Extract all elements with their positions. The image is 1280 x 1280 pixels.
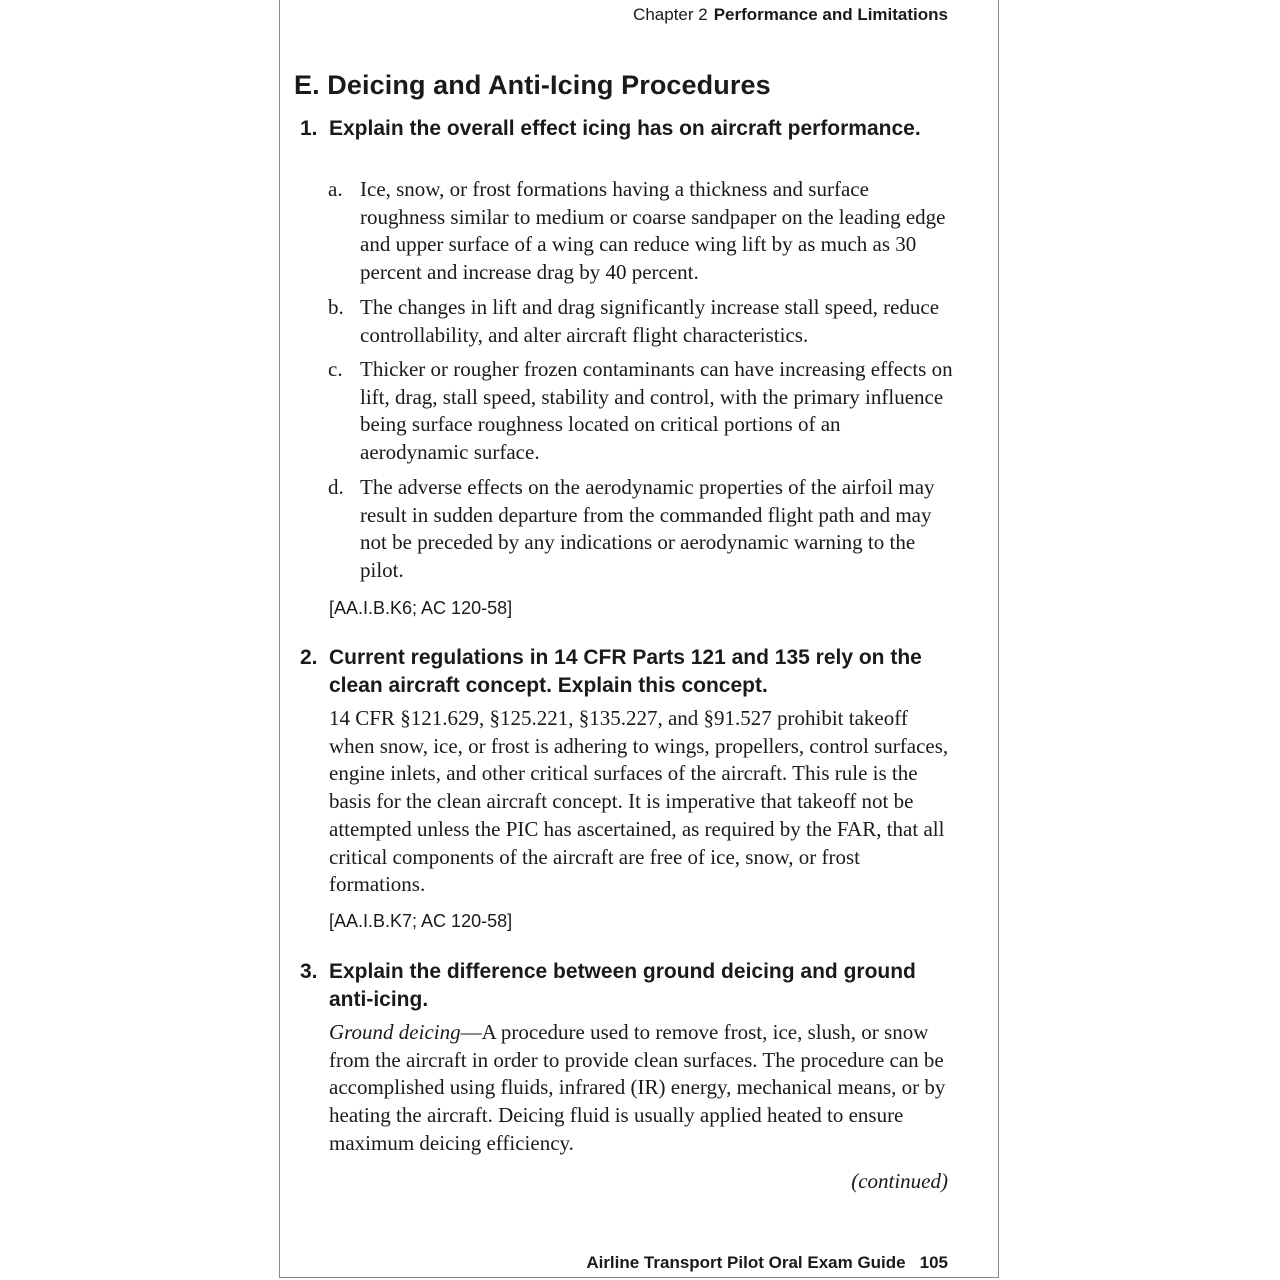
question-number: 1. [300, 117, 318, 140]
answer-item-a [328, 176, 953, 287]
reference: [AA.I.B.K7; AC 120-58] [329, 911, 513, 931]
item-letter: b. [328, 295, 344, 319]
book-title: Airline Transport Pilot Oral Exam Guide [586, 1253, 906, 1272]
question-text: Explain the overall effect icing has on aircraft performance. [329, 117, 921, 140]
running-head [633, 5, 948, 25]
answer-item-b [328, 294, 953, 349]
item-letter: c. [328, 357, 343, 381]
answer-item-c [328, 356, 953, 467]
question-number: 2. [300, 646, 318, 669]
item-letter: a. [328, 177, 343, 201]
item-text: The changes in lift and drag significantly increase stall speed, reduce controllability, and alter aircraft flight characteristics. [360, 295, 940, 347]
chapter-number: Chapter 2 [633, 5, 708, 24]
question-number: 3. [300, 960, 318, 983]
item-text: The adverse effects on the aerodynamic properties of the airfoil may result in sudden departure from the commanded flight path and may not be preceded by any indications or aerodynamic warning to the pilot. [360, 475, 935, 583]
book-page [279, 0, 999, 1278]
question-2 [300, 644, 960, 700]
answer-paragraph: 14 CFR §121.629, §125.221, §135.227, and §91.527 prohibit takeoff when snow, ice, or frost is adhering to wings, propellers, control surfaces, engine inlets, and other critical surfaces of the aircraft. This rule is the basis for the clean aircraft concept. It is imperative that takeoff not be attempted unless the PIC has ascertained, as required by the FAR, that all critical components of the aircraft are free of ice, snow, or frost formations. [329, 706, 949, 897]
definition-text: —A procedure used to remove frost, ice, slush, or snow from the aircraft in order to provide clean surfaces. The procedure can be accomplished using fluids, infrared (IR) energy, mechanical means, or by heating the aircraft. Deicing fluid is usually applied heated to ensure maximum deicing efficiency. [329, 1020, 946, 1155]
chapter-title: Performance and Limitations [713, 5, 948, 24]
page-footer [586, 1253, 948, 1273]
item-letter: d. [328, 475, 344, 499]
question-text: Explain the difference between ground deicing and ground anti-icing. [329, 960, 916, 1011]
question-1 [300, 115, 960, 143]
reference: [AA.I.B.K6; AC 120-58] [329, 598, 513, 618]
page-number: 105 [919, 1253, 948, 1272]
section-title: E. Deicing and Anti-Icing Procedures [294, 70, 771, 100]
defined-term: Ground deicing [329, 1020, 461, 1044]
answer-item-d [328, 474, 953, 585]
item-text: Ice, snow, or frost formations having a thickness and surface roughness similar to medium or coarse sandpaper on the leading edge and upper surface of a wing can reduce wing lift by as much as 30 percent and increase drag by 40 percent. [360, 177, 946, 285]
question-text: Current regulations in 14 CFR Parts 121 and 135 rely on the clean aircraft concept. Explain this concept. [329, 646, 922, 697]
item-text: Thicker or rougher frozen contaminants can have increasing effects on lift, drag, stall speed, stability and control, with the primary influence being surface roughness located on critical portions of an aerodynamic surface. [360, 357, 953, 465]
question-3 [300, 958, 960, 1014]
continued-note: (continued) [851, 1169, 948, 1193]
answer-paragraph [329, 1019, 954, 1158]
